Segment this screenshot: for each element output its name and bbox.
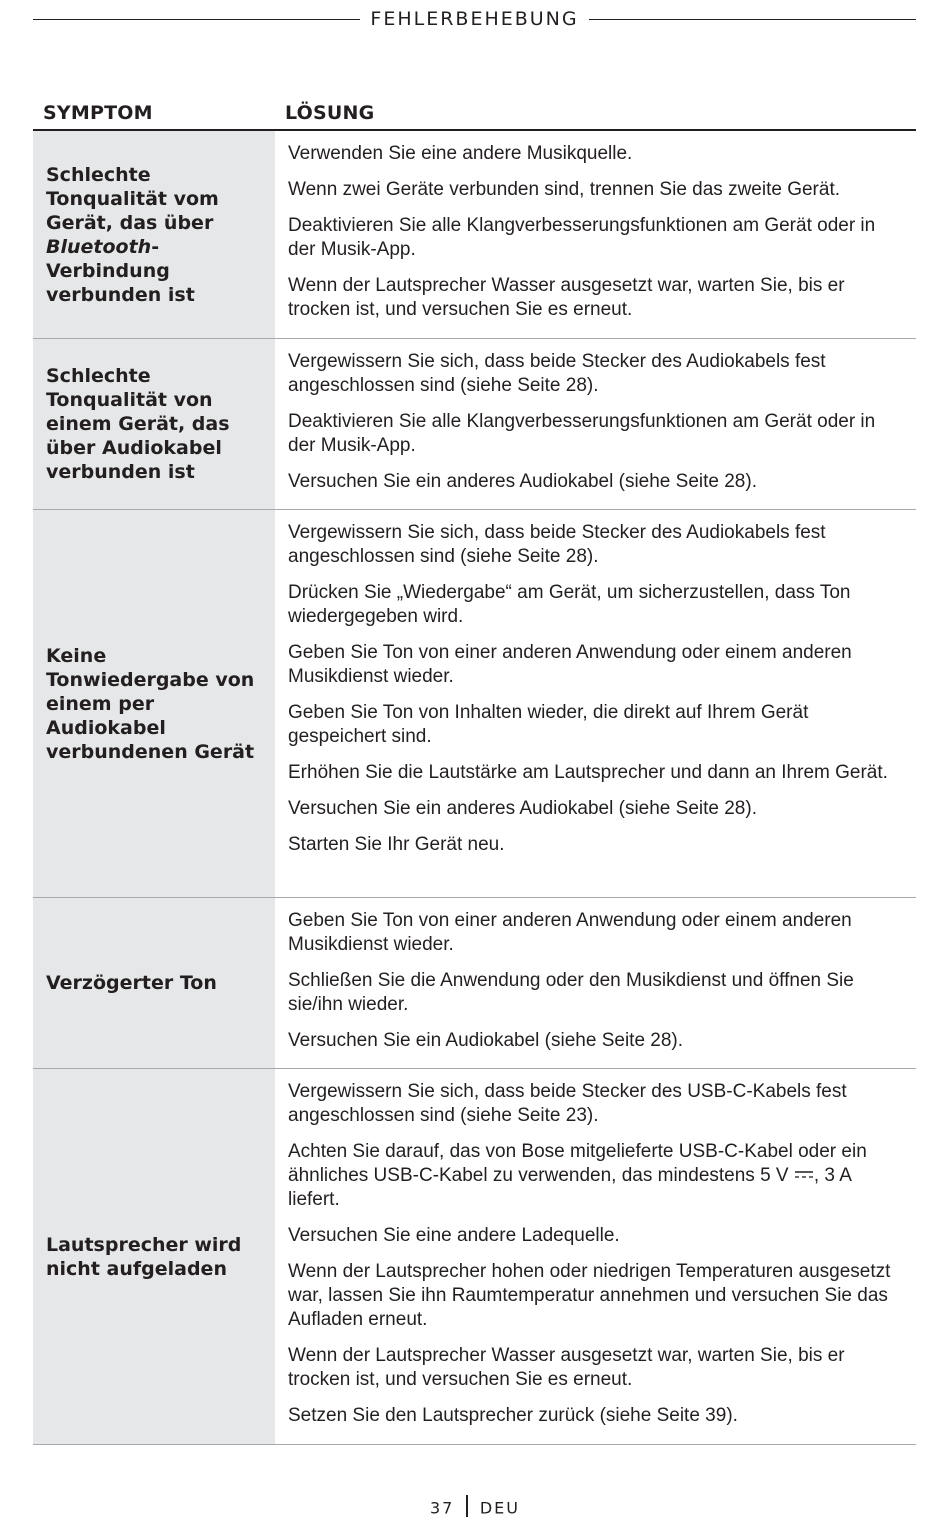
header-rule-left <box>33 19 360 20</box>
solution-text-part: , 3 A liefert. <box>288 1165 851 1210</box>
solution-item: Wenn der Lautsprecher Wasser ausgesetzt war, warten Sie, bis er trocken ist, und versuchen Sie es erneut. <box>288 1345 845 1390</box>
symptom-cell <box>33 898 275 1068</box>
symptom-cell <box>33 510 275 897</box>
troubleshooting-table <box>33 96 916 1445</box>
solution-item: Wenn der Lautsprecher hohen oder niedrigen Temperaturen ausgesetzt war, lassen Sie ihn Raumtemperatur annehmen und versuchen Sie das Aufladen erneut. <box>288 1261 891 1330</box>
symptom-text-part: Schlechte Tonqualität vom Gerät, das über <box>46 163 219 234</box>
symptom-text: Keine Tonwiedergabe von einem per Audiokabel verbundenen Gerät <box>46 644 255 763</box>
table-row <box>33 510 916 898</box>
solution-item: Geben Sie Ton von einer anderen Anwendung oder einem anderen Musikdienst wieder. <box>288 642 852 687</box>
solution-item: Setzen Sie den Lautsprecher zurück (siehe Seite 39). <box>288 1405 738 1426</box>
symptom-cell <box>33 1069 275 1444</box>
solution-text-part: Achten Sie darauf, das von Bose mitgelieferte USB-C-Kabel oder ein ähnliches USB-C-Kabel zu verwenden, das mindestens 5 V <box>288 1141 867 1186</box>
language-code: DEU <box>479 1498 520 1518</box>
solution-item: Geben Sie Ton von Inhalten wieder, die direkt auf Ihrem Gerät gespeichert sind. <box>288 702 809 747</box>
footer-separator <box>466 1495 468 1517</box>
solution-item: Geben Sie Ton von einer anderen Anwendung oder einem anderen Musikdienst wieder. <box>288 910 852 955</box>
solution-item: Erhöhen Sie die Lautstärke am Lautsprecher und dann an Ihrem Gerät. <box>288 762 888 783</box>
solution-cell <box>275 339 916 509</box>
symptom-text-part: -Verbindung verbunden ist <box>46 235 195 306</box>
solution-item: Versuchen Sie eine andere Ladequelle. <box>288 1225 620 1246</box>
symptom-cell <box>33 339 275 509</box>
table-row <box>33 339 916 510</box>
symptom-text <box>46 163 265 307</box>
column-header-symptom: SYMPTOM <box>43 101 153 124</box>
solution-item: Schließen Sie die Anwendung oder den Musikdienst und öffnen Sie sie/ihn wieder. <box>288 970 854 1015</box>
solution-cell <box>275 898 916 1068</box>
page-footer <box>0 1498 950 1520</box>
solution-item: Wenn zwei Geräte verbunden sind, trennen Sie das zweite Gerät. <box>288 179 841 200</box>
solution-cell <box>275 510 916 897</box>
solution-item: Verwenden Sie eine andere Musikquelle. <box>288 143 633 164</box>
symptom-text: Lautsprecher wird nicht aufgeladen <box>46 1233 242 1280</box>
solution-item: Starten Sie Ihr Gerät neu. <box>288 834 505 855</box>
solution-item: Vergewissern Sie sich, dass beide Stecker des USB-C-Kabels fest angeschlossen sind (siehe Seite 23). <box>288 1081 847 1126</box>
table-row <box>33 131 916 339</box>
dc-current-icon <box>794 1169 814 1179</box>
symptom-text-italic: Bluetooth <box>46 235 152 258</box>
symptom-cell <box>33 131 275 338</box>
column-header-solution: LÖSUNG <box>285 101 375 124</box>
solution-item: Drücken Sie „Wiedergabe“ am Gerät, um sicherzustellen, dass Ton wiedergegeben wird. <box>288 582 851 627</box>
page-number: 37 <box>430 1498 455 1518</box>
solution-item: Versuchen Sie ein Audiokabel (siehe Seite 28). <box>288 1030 684 1051</box>
solution-item: Wenn der Lautsprecher Wasser ausgesetzt war, warten Sie, bis er trocken ist, und versuchen Sie es erneut. <box>288 275 845 320</box>
solution-item: Deaktivieren Sie alle Klangverbesserungsfunktionen am Gerät oder in der Musik-App. <box>288 411 876 456</box>
solution-item: Vergewissern Sie sich, dass beide Stecker des Audiokabels fest angeschlossen sind (siehe Seite 28). <box>288 351 826 396</box>
symptom-text: Verzögerter Ton <box>46 972 217 994</box>
page-header <box>33 6 916 32</box>
header-rule-right <box>589 19 916 20</box>
solution-cell <box>275 1069 916 1444</box>
solution-item-usb-cable <box>288 1140 906 1212</box>
solution-item: Versuchen Sie ein anderes Audiokabel (siehe Seite 28). <box>288 471 757 492</box>
solution-item: Deaktivieren Sie alle Klangverbesserungsfunktionen am Gerät oder in der Musik-App. <box>288 215 876 260</box>
solution-item: Vergewissern Sie sich, dass beide Stecker des Audiokabels fest angeschlossen sind (siehe Seite 28). <box>288 522 826 567</box>
table-header <box>33 96 916 131</box>
solution-cell <box>275 131 916 338</box>
symptom-text: Schlechte Tonqualität von einem Gerät, das über Audiokabel verbunden ist <box>46 365 230 483</box>
table-row <box>33 898 916 1069</box>
solution-item: Versuchen Sie ein anderes Audiokabel (siehe Seite 28). <box>288 798 757 819</box>
table-row <box>33 1069 916 1445</box>
section-title: FEHLERBEHEBUNG <box>370 8 579 30</box>
